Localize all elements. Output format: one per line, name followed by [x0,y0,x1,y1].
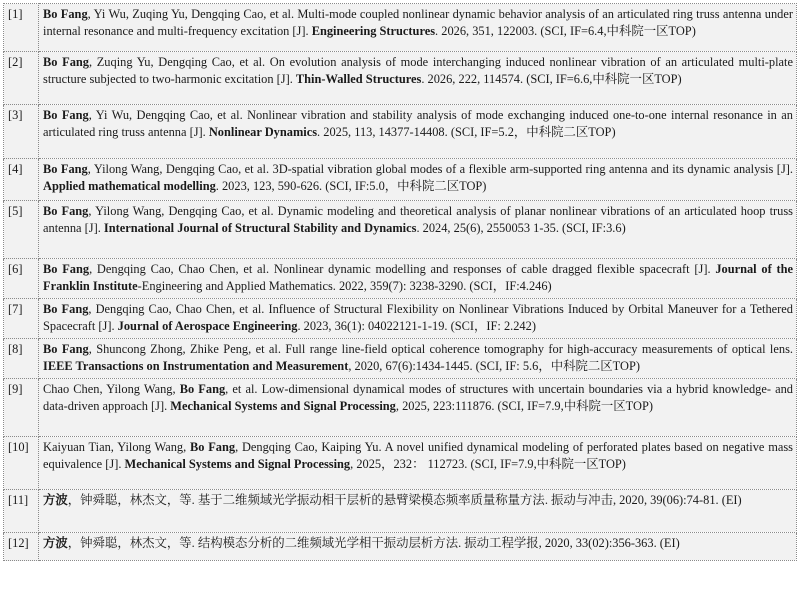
reference-body: , Dengqing Cao, Kaiping Yu. A novel unified dynamical modeling of perforated plates based on negative mass equivalence [J]. [43,440,793,471]
reference-number: [5] [4,201,39,259]
reference-row [4,4,797,52]
reference-author-highlight: Bo Fang [43,262,90,276]
reference-body: , Shuncong Zhong, Zhike Peng, et al. Full range line-field optical coherence tomography for high-accuracy measurements of optical lens. [88,342,793,356]
reference-details: . 2023, 36(1): 04022121-1-19. (SCI，IF: 2.242) [297,319,536,333]
reference-number: [12] [4,533,39,561]
reference-body: ，钟舜聪，林杰文，等. 基于二维频域光学振动相干层析的悬臂梁模态频率质量称量方法. 振动与冲击, 2020, 39(06):74-81. (EI) [67,493,742,507]
reference-details: . 2026, 351, 122003. (SCI, IF=6.4,中科院一区TOP) [435,24,696,38]
reference-body: , Yilong Wang, Dengqing Cao, et al. 3D-spatial vibration global modes of a flexible arm-supported ring antenna and its dynamic analysis [J]. [87,162,793,176]
reference-author-highlight: Bo Fang [43,342,89,356]
reference-number: [2] [4,52,39,105]
reference-details: , 2020, 67(6):1434-1445. (SCI, IF: 5.6，中科院二区TOP) [348,359,640,373]
reference-number: [3] [4,105,39,159]
reference-details: . 2023, 123, 590-626. (SCI, IF:5.0，中科院二区TOP) [215,179,487,193]
reference-author-highlight: Bo Fang [43,302,89,316]
reference-author-highlight: Bo Fang [43,7,88,21]
reference-journal: Mechanical Systems and Signal Processing [170,399,396,413]
reference-body: , et al. Low-dimensional dynamical modes of structures with uncertain boundaries via a hybrid knowledge- and data-driven approach [J]. [43,382,793,413]
reference-details: . 2025, 113, 14377-14408. (SCI, IF=5.2，中科院二区TOP) [317,125,616,139]
reference-row [4,379,797,437]
reference-journal: Journal of Aerospace Engineering [117,319,298,333]
reference-text [39,105,797,159]
reference-author-highlight: Bo Fang [43,55,89,69]
reference-body: , Yi Wu, Dengqing Cao, et al. Nonlinear vibration and stability analysis of mode exchanging induced one-to-one internal resonance in an articulated ring truss antenna [J]. [43,108,793,139]
reference-row [4,490,797,533]
reference-number: [4] [4,159,39,201]
reference-details: . 2026, 222, 114574. (SCI, IF=6.6,中科院一区TOP) [421,72,682,86]
reference-number: [8] [4,339,39,379]
reference-number: [9] [4,379,39,437]
reference-details: , 2025，232： 112723. (SCI, IF=7.9,中科院一区TOP) [350,457,626,471]
reference-text [39,201,797,259]
reference-number: [6] [4,259,39,299]
reference-number: [7] [4,299,39,339]
reference-journal: Journal of the Franklin Institute [43,262,793,293]
reference-number: [1] [4,4,39,52]
reference-author-highlight: 方波 [43,536,68,550]
reference-number: [10] [4,437,39,490]
reference-row [4,259,797,299]
reference-author-highlight: Bo Fang [179,382,226,396]
reference-journal: Nonlinear Dynamics [208,125,318,139]
reference-row [4,52,797,105]
reference-text [39,299,797,339]
reference-text [39,159,797,201]
reference-journal: International Journal of Structural Stability and Dynamics [103,221,417,235]
reference-coauthors: Kaiyuan Tian, Yilong Wang, [43,440,190,454]
reference-author-highlight: Bo Fang [189,440,236,454]
reference-text [39,490,797,533]
reference-text [39,379,797,437]
reference-text [39,533,797,561]
reference-details: , 2025, 223:111876. (SCI, IF=7.9,中科院一区TOP) [395,399,653,413]
reference-text [39,259,797,299]
reference-author-highlight: Bo Fang [43,108,89,122]
reference-body: , Dengqing Cao, Chao Chen, et al. Nonlinear dynamic modelling and responses of cable dragged flexible spacecraft [J]. [89,262,716,276]
reference-row [4,339,797,379]
reference-journal: Mechanical Systems and Signal Processing [124,457,351,471]
reference-journal: IEEE Transactions on Instrumentation and Measurement [43,359,349,373]
reference-row [4,105,797,159]
reference-author-highlight: Bo Fang [43,162,88,176]
reference-list [3,3,797,561]
reference-body: , Yilong Wang, Dengqing Cao, et al. Dynamic modeling and theoretical analysis of planar nonlinear vibrations of an articulated hoop truss antenna [J]. [43,204,793,235]
reference-journal: Thin-Walled Structures [295,72,422,86]
reference-row [4,299,797,339]
reference-body: , Yi Wu, Zuqing Yu, Dengqing Cao, et al. Multi-mode coupled nonlinear dynamic behavior analysis of an articulated ring truss antenna under internal resonance and multi-frequency excitation [J]. [43,7,793,38]
reference-body: ，钟舜聪，林杰文，等. 结构模态分析的二维频域光学相干振动层析方法. 振动工程学报, 2020, 33(02):356-363. (EI) [67,536,680,550]
reference-journal: Applied mathematical modelling [43,179,216,193]
reference-details: . 2024, 25(6), 2550053 1-35. (SCI, IF:3.6) [416,221,626,235]
reference-text [39,339,797,379]
reference-body: , Zuqing Yu, Dengqing Cao, et al. On evolution analysis of mode interchanging induced nonlinear vibration of an articulated multi-plate structure subjected to two-harmonic excitation [J]. [43,55,793,86]
reference-journal: Engineering Structures [311,24,436,38]
reference-text [39,437,797,490]
reference-number: [11] [4,490,39,533]
reference-text [39,4,797,52]
reference-row [4,533,797,561]
reference-row [4,201,797,259]
reference-row [4,159,797,201]
reference-body: , Dengqing Cao, Chao Chen, et al. Influence of Structural Flexibility on Nonlinear Vibrations Induced by Orbital Maneuver for a Tethered Spacecraft [J]. [43,302,793,333]
reference-row [4,437,797,490]
reference-author-highlight: Bo Fang [43,204,89,218]
reference-text [39,52,797,105]
reference-coauthors: Chao Chen, Yilong Wang, [43,382,180,396]
reference-details: -Engineering and Applied Mathematics. 2022, 359(7): 3238-3290. (SCI，IF:4.246) [137,279,552,293]
reference-author-highlight: 方波 [43,493,68,507]
